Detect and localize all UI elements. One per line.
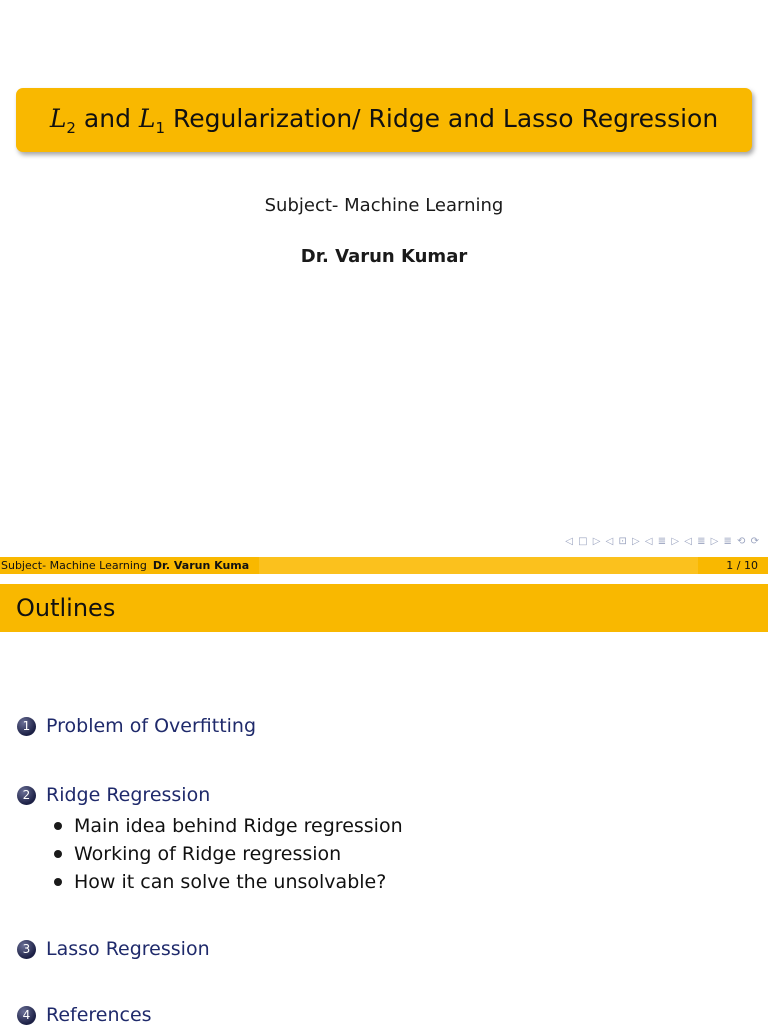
outline-section-3[interactable]: [17, 938, 210, 960]
title-and: and: [75, 103, 139, 133]
section-number-ball: 4: [17, 1006, 36, 1025]
section-label: Ridge Regression: [46, 784, 211, 806]
section-number-ball: 3: [17, 940, 36, 959]
author-name: Dr. Varun Kumar: [300, 246, 468, 267]
outline-section-1[interactable]: [17, 715, 256, 737]
l2-symbol: L: [49, 103, 67, 133]
footer-left: [0, 559, 259, 572]
subsection-item[interactable]: [54, 812, 403, 840]
beamer-navigation-icons[interactable]: ◁ □ ▷ ◁ ⊡ ▷ ◁ ≣ ▷ ◁ ≣ ▷ ≣ ⟲ ⟳: [565, 536, 760, 547]
subsection-item[interactable]: [54, 840, 403, 868]
l1-symbol: L: [138, 103, 156, 133]
l1-subscript: 1: [155, 118, 166, 137]
section-number-ball: 1: [17, 717, 36, 736]
footer-middle: [259, 557, 698, 574]
slide-footer: [0, 557, 768, 574]
slide-title: [16, 88, 752, 152]
outline-section-4[interactable]: [17, 1004, 152, 1026]
title-rest: Regularization/ Ridge and Lasso Regression: [165, 103, 719, 133]
section-number-ball: 2: [17, 786, 36, 805]
subject-line: Subject- Machine Learning: [264, 195, 504, 216]
ridge-subsection-list: [54, 812, 403, 896]
l2-subscript: 2: [66, 118, 76, 137]
subsection-label: Working of Ridge regression: [74, 843, 342, 865]
subsection-label: Main idea behind Ridge regression: [74, 815, 403, 837]
frame-title: Outlines: [0, 584, 768, 632]
section-label: Problem of Overfitting: [46, 715, 257, 737]
bullet-dot-icon: [54, 850, 62, 858]
outline-section-2[interactable]: [17, 784, 210, 806]
bullet-dot-icon: [54, 878, 62, 886]
section-label: Lasso Regression: [46, 938, 210, 960]
subsection-item[interactable]: [54, 868, 403, 896]
footer-author: Dr. Varun Kuma: [152, 559, 250, 572]
section-label: References: [46, 1004, 152, 1026]
bullet-dot-icon: [54, 822, 62, 830]
page-number: 1 / 10: [726, 559, 758, 572]
subsection-label: How it can solve the unsolvable?: [74, 871, 387, 893]
footer-subject: Subject- Machine Learning: [1, 559, 147, 572]
